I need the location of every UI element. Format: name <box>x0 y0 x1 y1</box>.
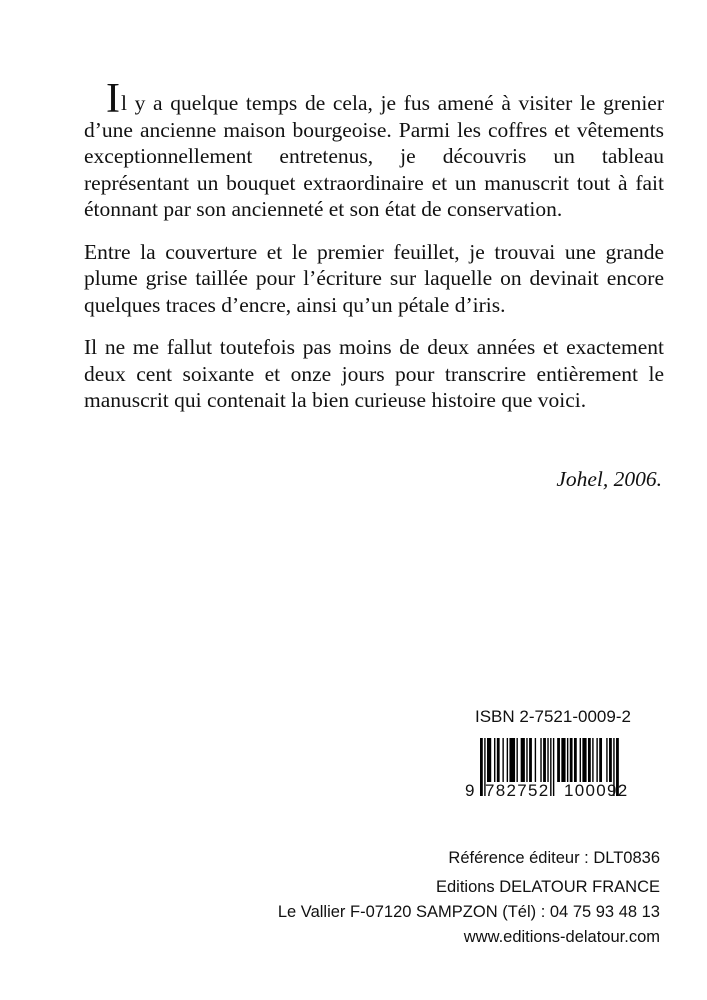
barcode-bar <box>497 738 500 782</box>
paragraph-1 <box>84 76 664 223</box>
barcode-bar <box>599 738 602 782</box>
barcode-bar <box>526 738 527 782</box>
publisher-website[interactable]: www.editions-delatour.com <box>463 928 660 946</box>
publisher-info <box>278 846 660 950</box>
barcode-bar <box>609 738 612 782</box>
barcode-bar <box>529 738 532 782</box>
barcode-bar <box>547 738 548 782</box>
barcode-bar <box>596 738 597 782</box>
barcode-bar <box>588 738 591 782</box>
paragraph-1-text: l y a quelque temps de cela, je fus amené à visiter le grenier d’une ancienne maison bourgeoise. Parmi les coffres et vêtements exceptionnellement entretenus, je découvris un tableau représentant un bouquet extraordinaire et un manuscrit tout à fait étonnant par son ancienneté et son état de conservation. <box>84 91 664 221</box>
barcode-bar <box>580 738 581 782</box>
barcode-bar <box>582 738 586 782</box>
publisher-reference: Référence éditeur : DLT0836 <box>448 849 660 867</box>
barcode-bar <box>567 738 568 782</box>
barcode-bar <box>553 738 554 796</box>
barcode-bar <box>509 738 515 782</box>
barcode-bar <box>540 738 541 782</box>
author-signature: Johel, 2006. <box>556 467 662 491</box>
barcode-bar <box>521 738 525 782</box>
paragraph-2: Entre la couverture et le premier feuillet, je trouvai une grande plume grise taillée pour l’écriture sur laquelle on devinait encore quelques traces d’encre, ainsi qu’un pétale d’iris. <box>84 239 664 317</box>
barcode-digits-left: 782752 <box>485 781 550 800</box>
barcode-bar <box>574 738 577 782</box>
dropcap-letter: I <box>106 76 120 122</box>
barcode-bar <box>557 738 560 782</box>
barcode-bar <box>502 738 503 782</box>
publisher-name: Editions DELATOUR FRANCE <box>435 878 660 896</box>
barcode-bar <box>516 738 517 782</box>
isbn-label: ISBN 2-7521-0009-2 <box>475 707 631 726</box>
barcode-bar <box>606 738 607 782</box>
back-cover-text <box>84 76 664 430</box>
barcode-bar <box>550 738 551 796</box>
barcode-bar <box>561 738 565 782</box>
barcode-bar <box>543 738 546 782</box>
barcode-bar <box>480 738 483 796</box>
barcode-bar <box>494 738 495 782</box>
barcode-bar <box>570 738 573 782</box>
barcode-bar <box>592 738 593 782</box>
barcode-bar <box>487 738 491 782</box>
barcode <box>465 738 661 800</box>
barcode-bar <box>535 738 536 782</box>
barcode-bar <box>507 738 508 782</box>
paragraph-3: Il ne me fallut toutefois pas moins de deux années et exactement deux cent soixante et onze jours pour transcrire entièrement le manuscrit qui contenait la bien curieuse histoire que voici. <box>84 335 664 412</box>
publisher-address: Le Vallier F-07120 SAMPZON (Tél) : 04 75 93 48 13 <box>277 903 660 921</box>
barcode-first-digit: 9 <box>465 781 475 800</box>
barcode-digits-right: 100092 <box>564 781 629 800</box>
